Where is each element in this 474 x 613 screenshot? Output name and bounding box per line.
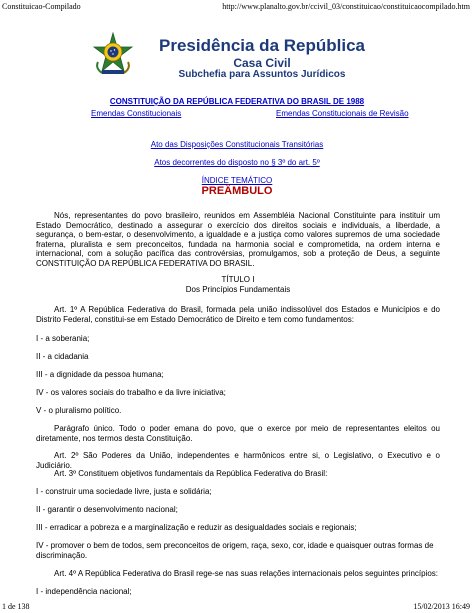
- titulo-name: Dos Princípios Fundamentais: [185, 284, 291, 294]
- art1-item: I - a soberania;: [36, 334, 90, 343]
- art3-item: III - erradicar a pobreza e a marginalização e reduzir as desigualdades sociais e regionais;: [36, 523, 357, 532]
- art2-block: [36, 451, 440, 470]
- art2-text: Art. 2º São Poderes da União, independentes e harmônicos entre si, o Legislativo, o Executivo e o Judiciário.: [36, 451, 440, 470]
- art1-item: V - o pluralismo político.: [36, 406, 122, 415]
- art3-item: IV - promover o bem de todos, sem preconceitos de origem, raça, sexo, cor, idade e quaisquer outras formas de discriminação.: [36, 541, 434, 560]
- preambulo-heading: PREÂMBULO: [201, 185, 273, 197]
- art3-text: Art. 3º Constituem objetivos fundamentais da República Federativa do Brasil:: [54, 469, 328, 478]
- page-title: Presidência da República: [159, 36, 365, 55]
- art3-item: II - garantir o desenvolvimento nacional;: [36, 505, 178, 514]
- constituicao-link[interactable]: CONSTITUIÇÃO DA REPÚBLICA FEDERATIVA DO BRASIL DE 1988: [109, 97, 365, 106]
- art1-item: IV - os valores sociais do trabalho e da livre iniciativa;: [36, 388, 226, 397]
- art4-text: Art. 4º A República Federativa do Brasil rege-se nas suas relações internacionais pelos seguintes princípios:: [54, 569, 439, 578]
- emendas-revisao-link[interactable]: Emendas Constitucionais de Revisão: [276, 109, 409, 118]
- titulo-label: TÍTULO I: [221, 275, 255, 284]
- print-header-url: http://www.planalto.gov.br/ccivil_03/constituicao/constituicaocompilado.htm: [222, 2, 470, 11]
- art1-paragrafo: Parágrafo único. Todo o poder emana do povo, que o exerce por meio de representantes eleitos ou diretamente, nos termos desta Constituição.: [36, 424, 440, 443]
- art3-item-block: [36, 541, 440, 560]
- emendas-link[interactable]: Emendas Constitucionais: [91, 109, 182, 118]
- page-count: 1 de 138: [2, 602, 30, 611]
- atos-decorrentes-link[interactable]: Atos decorrentes do disposto no § 3º do art. 5º: [154, 158, 320, 167]
- adct-link[interactable]: Ato das Disposições Constitucionais Transitórias: [150, 140, 324, 149]
- art1-block: [36, 305, 440, 324]
- page-subtitle: Casa Civil: [233, 56, 291, 70]
- art1-item: II - a cidadania: [36, 352, 89, 361]
- art3-item: I - construir uma sociedade livre, justa e solidária;: [36, 487, 212, 496]
- art1-text: Art. 1º A República Federativa do Brasil, formada pela união indissolúvel dos Estados e Municípios e do Distrito Federal, constitui-se em Estado Democrático de Direito e tem como fundamentos:: [36, 305, 440, 324]
- page-subtitle-2: Subchefia para Assuntos Jurídicos: [178, 69, 346, 80]
- indice-tematico-link[interactable]: ÍNDICE TEMÁTICO: [201, 176, 273, 185]
- art4-item: I - independência nacional;: [36, 587, 132, 596]
- art3-block: [36, 469, 440, 479]
- preambulo-text: Nós, representantes do povo brasileiro, reunidos em Assembléia Nacional Constituinte para instituir um Estado Democrático, destinado a assegurar o exercício dos direitos sociais e individuais, a liberdade, a segurança, o bem-estar, o desenvolvimento, a igualdade e a justiça como valores supremos de uma sociedade fraterna, pluralista e sem preconceitos, fundada na harmonia social e comprometida, na ordem interna e internacional, com a solução pacífica das controvérsias, promulgamos, sob a proteção de Deus, a seguinte CONSTITUIÇÃO DA REPÚBLICA FEDERATIVA DO BRASIL.: [36, 211, 440, 268]
- art1-item: III - a dignidade da pessoa humana;: [36, 370, 164, 379]
- preambulo-text-block: [36, 211, 440, 268]
- print-header-title: Constituicao-Compilado: [2, 2, 81, 11]
- titulo-block: [36, 275, 440, 294]
- print-header: [2, 2, 470, 12]
- art1-paragrafo-block: [36, 424, 440, 443]
- art4-block: [36, 569, 440, 579]
- print-footer: [2, 601, 470, 611]
- print-timestamp: 15/02/2013 16:49: [413, 602, 470, 611]
